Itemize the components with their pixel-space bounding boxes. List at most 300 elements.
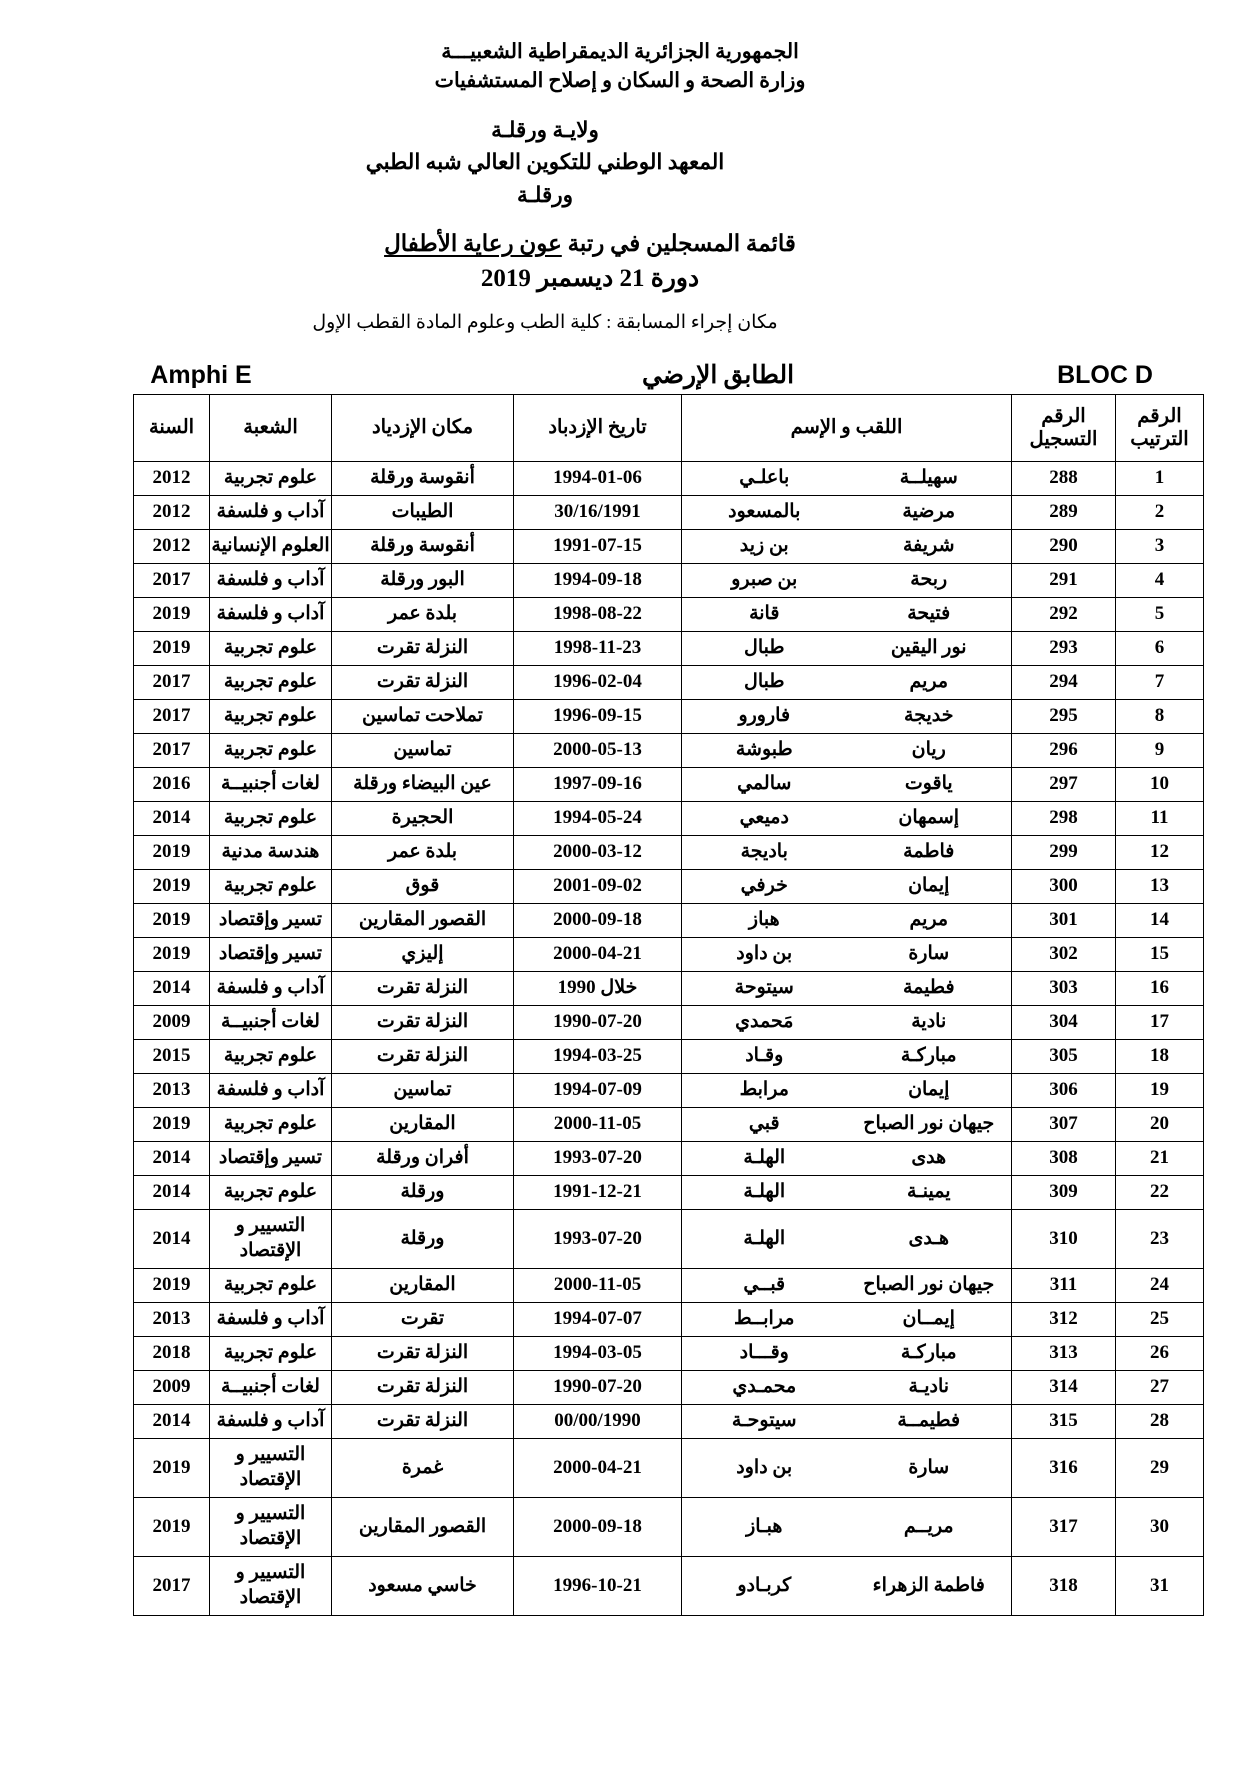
cell-dob: 2000-04-21 xyxy=(514,1438,682,1497)
cell-year: 2019 xyxy=(134,597,210,631)
given-name: نور اليقين xyxy=(890,637,967,659)
cell-pob: النزلة تقرت xyxy=(332,1039,514,1073)
cell-branch: علوم تجربية xyxy=(210,631,332,665)
column-header-year: السنة xyxy=(134,394,210,461)
cell-reg-no: 288 xyxy=(1012,461,1116,495)
given-name: ريان xyxy=(911,739,946,761)
table-row xyxy=(134,937,1204,971)
cell-name xyxy=(682,971,1012,1005)
cell-rank-no: 6 xyxy=(1116,631,1204,665)
cell-name xyxy=(682,699,1012,733)
cell-dob: 2000-05-13 xyxy=(514,733,682,767)
table-row xyxy=(134,1107,1204,1141)
given-name: مرضية xyxy=(902,501,956,523)
column-header-dob: تاريخ الإزدباد xyxy=(514,394,682,461)
family-name: طبال xyxy=(744,671,785,693)
given-name: يمينـة xyxy=(907,1181,951,1203)
family-name: بن صبرو xyxy=(731,569,798,591)
cell-year: 2012 xyxy=(134,529,210,563)
family-name: الهلـة xyxy=(743,1227,786,1249)
wilaya-line: ولايـة ورقلـة xyxy=(491,118,599,143)
family-name: بن داود xyxy=(736,1456,793,1478)
table-row xyxy=(134,529,1204,563)
cell-reg-no: 317 xyxy=(1012,1497,1116,1556)
cell-dob: 1998-11-23 xyxy=(514,631,682,665)
cell-pob: النزلة تقرت xyxy=(332,1005,514,1039)
cell-year: 2017 xyxy=(134,699,210,733)
cell-dob: 1996-09-15 xyxy=(514,699,682,733)
cell-branch: علوم تجربية xyxy=(210,869,332,903)
cell-branch: التسيير و الإقتصاد xyxy=(210,1497,332,1556)
cell-year: 2014 xyxy=(134,971,210,1005)
cell-reg-no: 297 xyxy=(1012,767,1116,801)
cell-branch: لغات أجنبيــة xyxy=(210,1370,332,1404)
given-name: مريم xyxy=(909,671,949,693)
cell-branch: علوم تجربية xyxy=(210,1039,332,1073)
cell-branch: علوم تجربية xyxy=(210,461,332,495)
institute-header xyxy=(0,114,1240,211)
cell-year: 2012 xyxy=(134,495,210,529)
floor-label: الطابق الإرضي xyxy=(641,361,795,389)
cell-dob: 1997-09-16 xyxy=(514,767,682,801)
cell-name xyxy=(682,1175,1012,1209)
cell-reg-no: 306 xyxy=(1012,1073,1116,1107)
table-row xyxy=(134,699,1204,733)
cell-reg-no: 300 xyxy=(1012,869,1116,903)
cell-dob: 00/00/1990 xyxy=(514,1404,682,1438)
cell-branch: لغات أجنبيــة xyxy=(210,1005,332,1039)
cell-rank-no: 23 xyxy=(1116,1209,1204,1268)
cell-pob: النزلة تقرت xyxy=(332,1336,514,1370)
cell-pob: تقرت xyxy=(332,1302,514,1336)
table-row xyxy=(134,971,1204,1005)
table-row xyxy=(134,1005,1204,1039)
cell-rank-no: 14 xyxy=(1116,903,1204,937)
ministry-line: وزارة الصحة و السكان و إصلاح المستشفيات xyxy=(434,70,806,93)
cell-reg-no: 315 xyxy=(1012,1404,1116,1438)
cell-name xyxy=(682,1438,1012,1497)
family-name: باعلـي xyxy=(739,467,790,489)
cell-dob: 1996-02-04 xyxy=(514,665,682,699)
cell-branch: التسيير و الإقتصاد xyxy=(210,1556,332,1615)
cell-reg-no: 294 xyxy=(1012,665,1116,699)
cell-dob: 1998-08-22 xyxy=(514,597,682,631)
table-row xyxy=(134,903,1204,937)
table-row xyxy=(134,1302,1204,1336)
cell-branch: علوم تجربية xyxy=(210,1336,332,1370)
cell-name xyxy=(682,563,1012,597)
given-name: مباركـة xyxy=(900,1342,957,1364)
given-name: هدى xyxy=(911,1147,947,1169)
cell-year: 2012 xyxy=(134,461,210,495)
cell-name xyxy=(682,835,1012,869)
cell-year: 2009 xyxy=(134,1005,210,1039)
table-row xyxy=(134,495,1204,529)
family-name: بن داود xyxy=(736,943,793,965)
cell-year: 2019 xyxy=(134,1268,210,1302)
table-row xyxy=(134,1209,1204,1268)
cell-name xyxy=(682,1370,1012,1404)
cell-dob: 1993-07-20 xyxy=(514,1141,682,1175)
cell-branch: تسير وإقتصاد xyxy=(210,937,332,971)
cell-branch: التسيير و الإقتصاد xyxy=(210,1438,332,1497)
cell-reg-no: 289 xyxy=(1012,495,1116,529)
cell-pob: النزلة تقرت xyxy=(332,631,514,665)
given-name: جيهان نور الصباح xyxy=(863,1113,995,1135)
cell-dob: 1994-05-24 xyxy=(514,801,682,835)
cell-branch: تسير وإقتصاد xyxy=(210,903,332,937)
document-title-block xyxy=(0,231,1240,334)
given-name: فاطمة xyxy=(903,841,955,863)
cell-year: 2018 xyxy=(134,1336,210,1370)
family-name: محمـدي xyxy=(732,1376,797,1398)
cell-name xyxy=(682,1141,1012,1175)
cell-reg-no: 309 xyxy=(1012,1175,1116,1209)
cell-name xyxy=(682,1556,1012,1615)
cell-reg-no: 304 xyxy=(1012,1005,1116,1039)
given-name: جيهان نور الصباح xyxy=(863,1274,995,1296)
cell-dob: 1994-07-09 xyxy=(514,1073,682,1107)
cell-dob: 2001-09-02 xyxy=(514,869,682,903)
given-name: إسمهان xyxy=(898,807,960,829)
cell-year: 2019 xyxy=(134,1107,210,1141)
cell-rank-no: 15 xyxy=(1116,937,1204,971)
session-line: دورة 21 ديسمبر 2019 xyxy=(480,264,700,292)
table-row xyxy=(134,1556,1204,1615)
cell-rank-no: 13 xyxy=(1116,869,1204,903)
cell-dob: 1993-07-20 xyxy=(514,1209,682,1268)
institute-line: المعهد الوطني للتكوين العالي شبه الطبي xyxy=(365,150,725,175)
cell-dob: 2000-11-05 xyxy=(514,1268,682,1302)
cell-branch: علوم تجربية xyxy=(210,1268,332,1302)
cell-rank-no: 28 xyxy=(1116,1404,1204,1438)
cell-branch: علوم تجربية xyxy=(210,1107,332,1141)
cell-year: 2019 xyxy=(134,631,210,665)
cell-name xyxy=(682,869,1012,903)
cell-rank-no: 25 xyxy=(1116,1302,1204,1336)
cell-name xyxy=(682,461,1012,495)
cell-rank-no: 27 xyxy=(1116,1370,1204,1404)
cell-name xyxy=(682,1336,1012,1370)
cell-reg-no: 307 xyxy=(1012,1107,1116,1141)
cell-reg-no: 291 xyxy=(1012,563,1116,597)
cell-name xyxy=(682,529,1012,563)
table-row xyxy=(134,733,1204,767)
cell-rank-no: 29 xyxy=(1116,1438,1204,1497)
given-name: فاطمة الزهراء xyxy=(872,1574,985,1596)
cell-pob: غمرة xyxy=(332,1438,514,1497)
cell-pob: المقارين xyxy=(332,1107,514,1141)
cell-year: 2014 xyxy=(134,1141,210,1175)
family-name: وقـــاد xyxy=(739,1342,789,1364)
cell-reg-no: 305 xyxy=(1012,1039,1116,1073)
cell-branch: علوم تجربية xyxy=(210,733,332,767)
cell-branch: آداب و فلسفة xyxy=(210,1404,332,1438)
cell-rank-no: 16 xyxy=(1116,971,1204,1005)
cell-name xyxy=(682,1209,1012,1268)
cell-rank-no: 12 xyxy=(1116,835,1204,869)
family-name: مرابط xyxy=(739,1079,789,1101)
table-row xyxy=(134,1336,1204,1370)
cell-year: 2019 xyxy=(134,869,210,903)
candidates-table xyxy=(133,394,1204,1616)
family-name: وقـاد xyxy=(745,1045,784,1067)
cell-year: 2009 xyxy=(134,1370,210,1404)
cell-pob: تملاحت تماسين xyxy=(332,699,514,733)
cell-name xyxy=(682,801,1012,835)
family-name: هباز xyxy=(748,909,780,931)
given-name: سهيلــة xyxy=(899,467,958,489)
room-bar xyxy=(36,350,1200,390)
cell-name xyxy=(682,665,1012,699)
table-row xyxy=(134,631,1204,665)
cell-rank-no: 8 xyxy=(1116,699,1204,733)
city-line: ورقلـة xyxy=(517,182,573,207)
cell-year: 2017 xyxy=(134,665,210,699)
cell-branch: علوم تجربية xyxy=(210,1175,332,1209)
cell-rank-no: 17 xyxy=(1116,1005,1204,1039)
cell-reg-no: 298 xyxy=(1012,801,1116,835)
cell-year: 2014 xyxy=(134,801,210,835)
cell-name xyxy=(682,597,1012,631)
family-name: خرفي xyxy=(740,875,788,897)
family-name: طبوشة xyxy=(735,739,793,761)
table-row xyxy=(134,597,1204,631)
family-name: سيتوحة xyxy=(734,977,794,999)
table-row xyxy=(134,1497,1204,1556)
table-row xyxy=(134,767,1204,801)
column-header-reg-no: الرقم التسجيل xyxy=(1012,394,1116,461)
cell-reg-no: 302 xyxy=(1012,937,1116,971)
cell-dob: 1994-09-18 xyxy=(514,563,682,597)
cell-pob: قوق xyxy=(332,869,514,903)
page-title xyxy=(384,231,796,257)
cell-dob: 1990-07-20 xyxy=(514,1370,682,1404)
given-name: إيمان xyxy=(908,875,950,897)
cell-rank-no: 2 xyxy=(1116,495,1204,529)
cell-branch: هندسة مدنية xyxy=(210,835,332,869)
cell-rank-no: 22 xyxy=(1116,1175,1204,1209)
given-name: ناديـة xyxy=(908,1376,950,1398)
cell-name xyxy=(682,631,1012,665)
cell-reg-no: 311 xyxy=(1012,1268,1116,1302)
cell-pob: تماسين xyxy=(332,1073,514,1107)
cell-dob: 2000-09-18 xyxy=(514,903,682,937)
cell-reg-no: 301 xyxy=(1012,903,1116,937)
family-name: قانة xyxy=(749,603,780,625)
cell-branch: تسير وإقتصاد xyxy=(210,1141,332,1175)
cell-year: 2014 xyxy=(134,1175,210,1209)
cell-rank-no: 4 xyxy=(1116,563,1204,597)
cell-rank-no: 31 xyxy=(1116,1556,1204,1615)
cell-branch: آداب و فلسفة xyxy=(210,495,332,529)
cell-name xyxy=(682,1302,1012,1336)
cell-name xyxy=(682,767,1012,801)
cell-dob: 1994-07-07 xyxy=(514,1302,682,1336)
given-name: شريفة xyxy=(903,535,955,557)
cell-name xyxy=(682,495,1012,529)
cell-branch: التسيير و الإقتصاد xyxy=(210,1209,332,1268)
column-header-pob: مكان الإزدياد xyxy=(332,394,514,461)
family-name: سالمي xyxy=(737,773,792,795)
given-name: سارة xyxy=(908,943,950,965)
table-body xyxy=(134,461,1204,1615)
table-row xyxy=(134,1073,1204,1107)
cell-reg-no: 313 xyxy=(1012,1336,1116,1370)
cell-dob: 1990-07-20 xyxy=(514,1005,682,1039)
cell-pob: تماسين xyxy=(332,733,514,767)
cell-year: 2014 xyxy=(134,1404,210,1438)
cell-name xyxy=(682,1039,1012,1073)
given-name: مباركـة xyxy=(900,1045,957,1067)
table-row xyxy=(134,563,1204,597)
cell-rank-no: 21 xyxy=(1116,1141,1204,1175)
cell-name xyxy=(682,1268,1012,1302)
cell-pob: ورقلة xyxy=(332,1209,514,1268)
cell-reg-no: 296 xyxy=(1012,733,1116,767)
cell-rank-no: 18 xyxy=(1116,1039,1204,1073)
given-name: خديجة xyxy=(904,705,954,727)
cell-rank-no: 5 xyxy=(1116,597,1204,631)
cell-pob: النزلة تقرت xyxy=(332,1404,514,1438)
cell-name xyxy=(682,1404,1012,1438)
cell-dob: 1994-01-06 xyxy=(514,461,682,495)
family-name: بن زيد xyxy=(739,535,789,557)
cell-pob: البور ورقلة xyxy=(332,563,514,597)
cell-branch: لغات أجنبيــة xyxy=(210,767,332,801)
table-header-row xyxy=(134,394,1204,461)
cell-reg-no: 295 xyxy=(1012,699,1116,733)
cell-pob: النزلة تقرت xyxy=(332,665,514,699)
cell-name xyxy=(682,937,1012,971)
cell-year: 2019 xyxy=(134,937,210,971)
cell-rank-no: 20 xyxy=(1116,1107,1204,1141)
republic-line: الجمهورية الجزائرية الديمقراطية الشعبيـــة xyxy=(441,41,799,63)
table-row xyxy=(134,1039,1204,1073)
cell-year: 2019 xyxy=(134,1438,210,1497)
cell-branch: آداب و فلسفة xyxy=(210,1073,332,1107)
given-name: ربحة xyxy=(910,569,948,591)
cell-rank-no: 24 xyxy=(1116,1268,1204,1302)
cell-branch: علوم تجربية xyxy=(210,665,332,699)
cell-reg-no: 292 xyxy=(1012,597,1116,631)
cell-name xyxy=(682,1073,1012,1107)
cell-branch: آداب و فلسفة xyxy=(210,563,332,597)
cell-branch: علوم تجربية xyxy=(210,699,332,733)
cell-pob: خاسي مسعود xyxy=(332,1556,514,1615)
amphi-label: Amphi E xyxy=(150,360,252,389)
cell-dob: 2000-03-12 xyxy=(514,835,682,869)
cell-dob: خلال 1990 xyxy=(514,971,682,1005)
family-name: مَحمدي xyxy=(735,1011,794,1033)
cell-name xyxy=(682,1005,1012,1039)
cell-dob: 2000-09-18 xyxy=(514,1497,682,1556)
table-row xyxy=(134,1370,1204,1404)
title-prefix: قائمة المسجلين في رتبة xyxy=(561,230,796,256)
cell-year: 2013 xyxy=(134,1073,210,1107)
cell-reg-no: 303 xyxy=(1012,971,1116,1005)
family-name: قبــي xyxy=(743,1274,786,1296)
cell-reg-no: 310 xyxy=(1012,1209,1116,1268)
family-name: كربـادو xyxy=(737,1574,792,1596)
given-name: ياقوت xyxy=(904,773,953,795)
family-name: الهلـة xyxy=(743,1147,786,1169)
family-name: باديجة xyxy=(740,841,788,863)
given-name: فطيمة xyxy=(902,977,955,999)
cell-rank-no: 9 xyxy=(1116,733,1204,767)
cell-pob: أفران ورقلة xyxy=(332,1141,514,1175)
cell-year: 2019 xyxy=(134,1497,210,1556)
family-name: دميعي xyxy=(739,807,789,829)
family-name: الهلـة xyxy=(743,1181,786,1203)
table-row xyxy=(134,1438,1204,1497)
cell-dob: 1994-03-05 xyxy=(514,1336,682,1370)
table-row xyxy=(134,665,1204,699)
cell-pob: القصور المقارين xyxy=(332,903,514,937)
cell-rank-no: 10 xyxy=(1116,767,1204,801)
column-header-name: اللقب و الإسم xyxy=(682,394,1012,461)
family-name: هبـاز xyxy=(746,1515,783,1537)
given-name: نادية xyxy=(911,1011,947,1033)
table-row xyxy=(134,1175,1204,1209)
table-row xyxy=(134,1141,1204,1175)
given-name: فتيحة xyxy=(907,603,951,625)
cell-year: 2016 xyxy=(134,767,210,801)
cell-dob: 30/16/1991 xyxy=(514,495,682,529)
family-name: فارورو xyxy=(738,705,791,727)
cell-reg-no: 316 xyxy=(1012,1438,1116,1497)
column-header-rank-no: الرقم الترتيب xyxy=(1116,394,1204,461)
family-name: طبال xyxy=(744,637,785,659)
cell-dob: 1994-03-25 xyxy=(514,1039,682,1073)
cell-rank-no: 19 xyxy=(1116,1073,1204,1107)
cell-branch: آداب و فلسفة xyxy=(210,597,332,631)
cell-name xyxy=(682,1497,1012,1556)
title-rank: عون رعاية الأطفال xyxy=(384,230,562,256)
cell-branch: العلوم الإنسانية xyxy=(210,529,332,563)
cell-year: 2019 xyxy=(134,903,210,937)
cell-pob: الحجيرة xyxy=(332,801,514,835)
given-name: فطيمــة xyxy=(897,1410,961,1432)
table-row xyxy=(134,801,1204,835)
national-header xyxy=(0,38,1240,96)
cell-dob: 1991-12-21 xyxy=(514,1175,682,1209)
cell-pob: بلدة عمر xyxy=(332,597,514,631)
cell-rank-no: 30 xyxy=(1116,1497,1204,1556)
cell-rank-no: 11 xyxy=(1116,801,1204,835)
family-name: مرابــط xyxy=(734,1308,795,1330)
cell-year: 2017 xyxy=(134,1556,210,1615)
family-name: بالمسعود xyxy=(728,501,801,523)
given-name: سارة xyxy=(908,1456,950,1478)
cell-pob: الطيبات xyxy=(332,495,514,529)
cell-branch: علوم تجربية xyxy=(210,801,332,835)
cell-dob: 2000-04-21 xyxy=(514,937,682,971)
cell-pob: إليزي xyxy=(332,937,514,971)
column-header-branch: الشعبة xyxy=(210,394,332,461)
cell-reg-no: 312 xyxy=(1012,1302,1116,1336)
cell-year: 2017 xyxy=(134,733,210,767)
cell-pob: ورقلة xyxy=(332,1175,514,1209)
cell-reg-no: 299 xyxy=(1012,835,1116,869)
family-name: قبي xyxy=(748,1113,780,1135)
cell-dob: 1991-07-15 xyxy=(514,529,682,563)
venue-line: مكان إجراء المسابقة : كلية الطب وعلوم المادة القطب الإول xyxy=(312,311,778,333)
cell-pob: النزلة تقرت xyxy=(332,1370,514,1404)
cell-reg-no: 318 xyxy=(1012,1556,1116,1615)
cell-reg-no: 314 xyxy=(1012,1370,1116,1404)
cell-reg-no: 290 xyxy=(1012,529,1116,563)
